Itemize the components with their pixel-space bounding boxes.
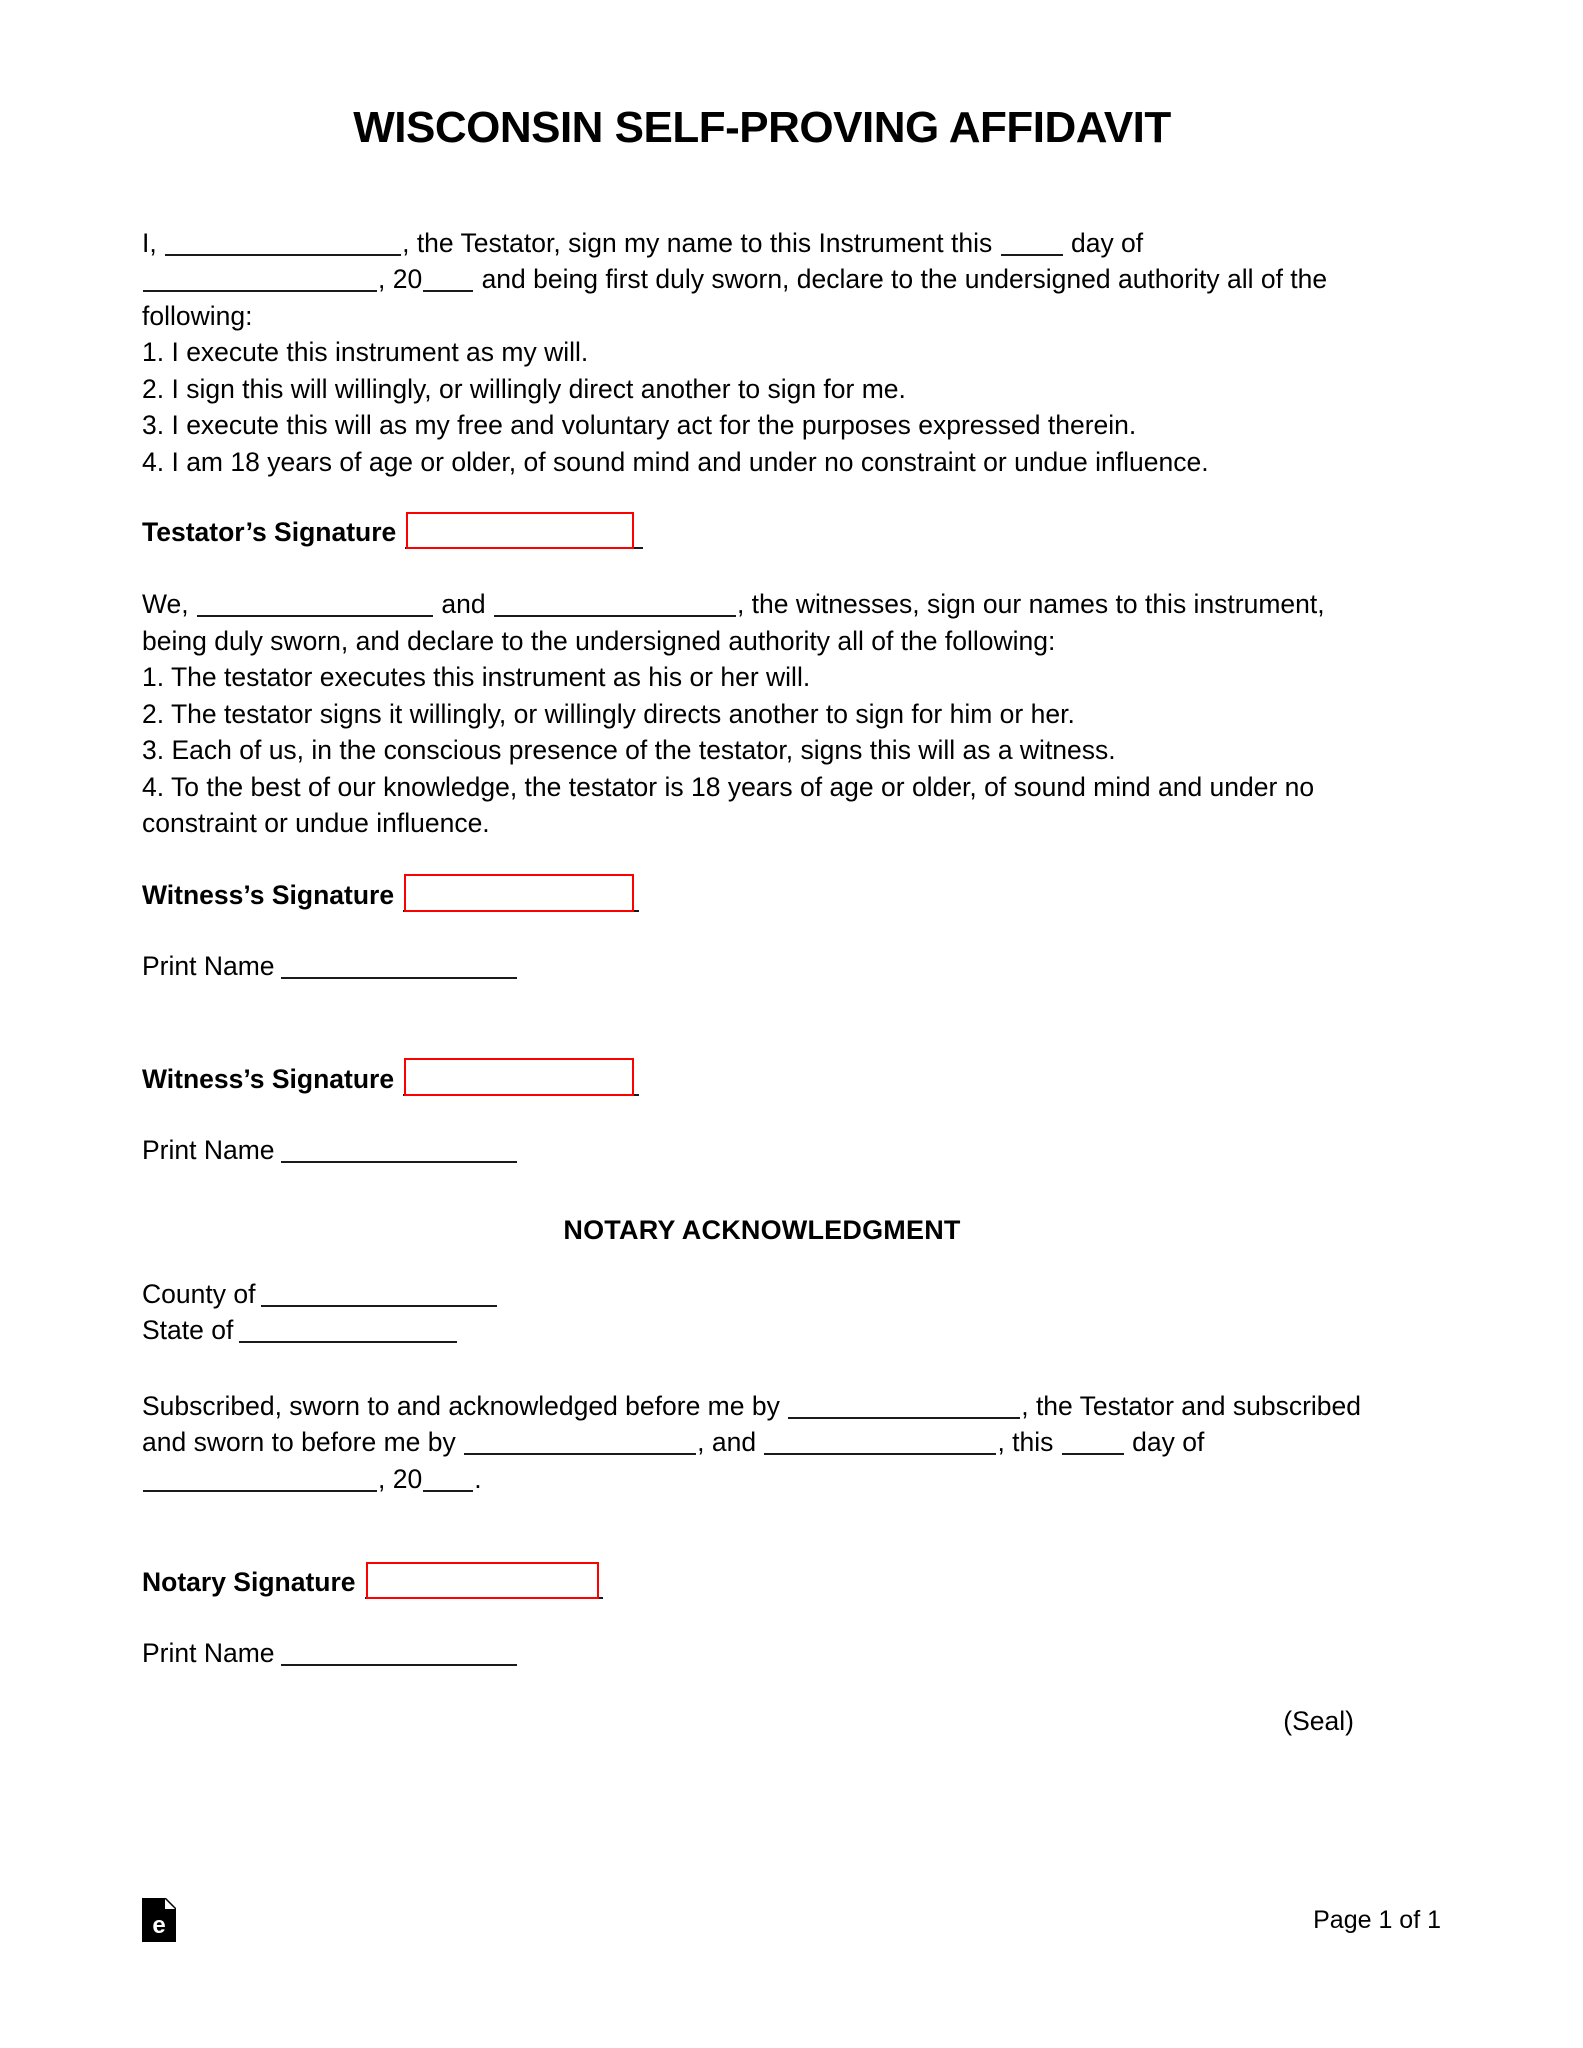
testator-item-1: 1. I execute this instrument as my will. <box>142 337 589 368</box>
testator-item-3: 3. I execute this will as my free and voluntary act for the purposes expressed therein. <box>142 410 1137 441</box>
testator-signature-label: Testator’s Signature <box>142 517 397 548</box>
witness-declaration-list <box>142 659 1382 842</box>
notary-print-name-row <box>142 1636 1382 1670</box>
notary-signature-label: Notary Signature <box>142 1567 356 1598</box>
witness-intro-seg2: and <box>434 589 493 620</box>
ack-seg3: , and <box>697 1427 764 1458</box>
testator-declaration-list <box>142 334 1382 480</box>
witness-intro-paragraph <box>142 586 1382 659</box>
testator-intro-seg4: , 20 <box>378 264 423 295</box>
witness-two-signature-label: Witness’s Signature <box>142 1063 395 1094</box>
testator-intro-seg2: , the Testator, sign my name to this Instrument this <box>402 227 1000 258</box>
ack-testator-name-blank[interactable] <box>788 1391 1020 1419</box>
testator-intro-seg5: and being first duly sworn, declare to the undersigned authority all of the following: <box>142 264 1328 331</box>
witness-two-name-blank[interactable] <box>494 589 736 617</box>
testator-month-blank[interactable] <box>143 264 377 292</box>
ack-day-blank[interactable] <box>1062 1427 1124 1455</box>
notary-signature-field[interactable] <box>366 1562 599 1599</box>
county-row <box>142 1276 1382 1312</box>
testator-day-blank[interactable] <box>1001 228 1063 256</box>
ack-seg4: , this <box>997 1427 1061 1458</box>
witness-item-1: 1. The testator executes this instrument as his or her will. <box>142 662 811 693</box>
county-label: County of <box>142 1278 256 1309</box>
notary-print-name-label: Print Name <box>142 1638 275 1669</box>
witness-two-signature-row <box>142 1062 1382 1097</box>
page-title: WISCONSIN SELF-PROVING AFFIDAVIT <box>353 103 1171 152</box>
svg-text:e: e <box>152 1912 166 1939</box>
notary-signature-row <box>142 1565 1382 1600</box>
testator-item-4: 4. I am 18 years of age or older, of sound mind and under no constraint or undue influence. <box>142 446 1209 477</box>
ack-year-blank[interactable] <box>423 1464 473 1492</box>
state-row <box>142 1312 1382 1348</box>
witness-two-print-name-blank[interactable] <box>281 1135 517 1163</box>
testator-signature-row <box>142 515 1382 550</box>
ack-witness-two-blank[interactable] <box>764 1427 996 1455</box>
testator-intro-seg1: I, <box>142 227 165 258</box>
seal-label: (Seal) <box>1283 1706 1354 1737</box>
ack-month-blank[interactable] <box>143 1464 377 1492</box>
testator-item-2: 2. I sign this will willingly, or willingly direct another to sign for me. <box>142 373 906 404</box>
witness-one-signature-label: Witness’s Signature <box>142 879 395 910</box>
notary-jurisdiction-block <box>142 1276 1382 1348</box>
witness-item-3: 3. Each of us, in the conscious presence of the testator, signs this will as a witness. <box>142 735 1116 766</box>
witness-intro-seg1: We, <box>142 589 196 620</box>
witness-one-name-blank[interactable] <box>197 589 433 617</box>
testator-signature-field[interactable] <box>406 512 634 549</box>
testator-signature-slot <box>405 546 643 550</box>
notary-acknowledgment-paragraph <box>142 1388 1382 1498</box>
witness-item-2: 2. The testator signs it willingly, or willingly directs another to sign for him or her. <box>142 698 1075 729</box>
ack-seg5: day of <box>1124 1427 1205 1458</box>
document-body <box>142 0 1382 1737</box>
ack-witness-one-blank[interactable] <box>464 1427 696 1455</box>
witness-two-print-name-label: Print Name <box>142 1134 275 1165</box>
notary-signature-slot <box>365 1596 603 1600</box>
witness-two-signature-field[interactable] <box>404 1058 634 1096</box>
witness-one-signature-slot <box>403 909 639 913</box>
ack-seg6: , 20 <box>378 1463 423 1494</box>
witness-two-print-name-row <box>142 1133 1382 1167</box>
testator-intro-seg3: day of <box>1063 227 1144 258</box>
witness-one-print-name-blank[interactable] <box>281 951 517 979</box>
page-footer <box>142 1898 1441 1942</box>
witness-intro-seg3: , the witnesses, sign our names to this instrument, being duly sworn, and declare to the undersigned authority all of the following: <box>142 589 1325 656</box>
notary-print-name-blank[interactable] <box>281 1638 517 1666</box>
county-blank[interactable] <box>261 1279 497 1307</box>
witness-one-print-name-row <box>142 949 1382 983</box>
state-blank[interactable] <box>239 1315 457 1343</box>
testator-year-blank[interactable] <box>423 264 473 292</box>
ack-seg7: . <box>474 1463 482 1494</box>
ack-seg2: , the Testator and subscribed and sworn to before me by <box>142 1390 1362 1458</box>
eforms-document-icon <box>142 1898 176 1942</box>
notary-acknowledgment-heading: NOTARY ACKNOWLEDGMENT <box>563 1214 961 1245</box>
witness-item-4: 4. To the best of our knowledge, the testator is 18 years of age or older, of sound mind and under no constraint or undue influence. <box>142 771 1315 839</box>
witness-two-signature-slot <box>403 1093 639 1097</box>
witness-one-signature-row <box>142 878 1382 913</box>
ack-seg1: Subscribed, sworn to and acknowledged before me by <box>142 1390 788 1421</box>
testator-name-blank[interactable] <box>165 228 401 256</box>
state-label: State of <box>142 1314 234 1345</box>
witness-one-print-name-label: Print Name <box>142 950 275 981</box>
witness-one-signature-field[interactable] <box>404 874 634 912</box>
page-number: Page 1 of 1 <box>1313 1905 1441 1934</box>
testator-intro-paragraph <box>142 225 1382 335</box>
